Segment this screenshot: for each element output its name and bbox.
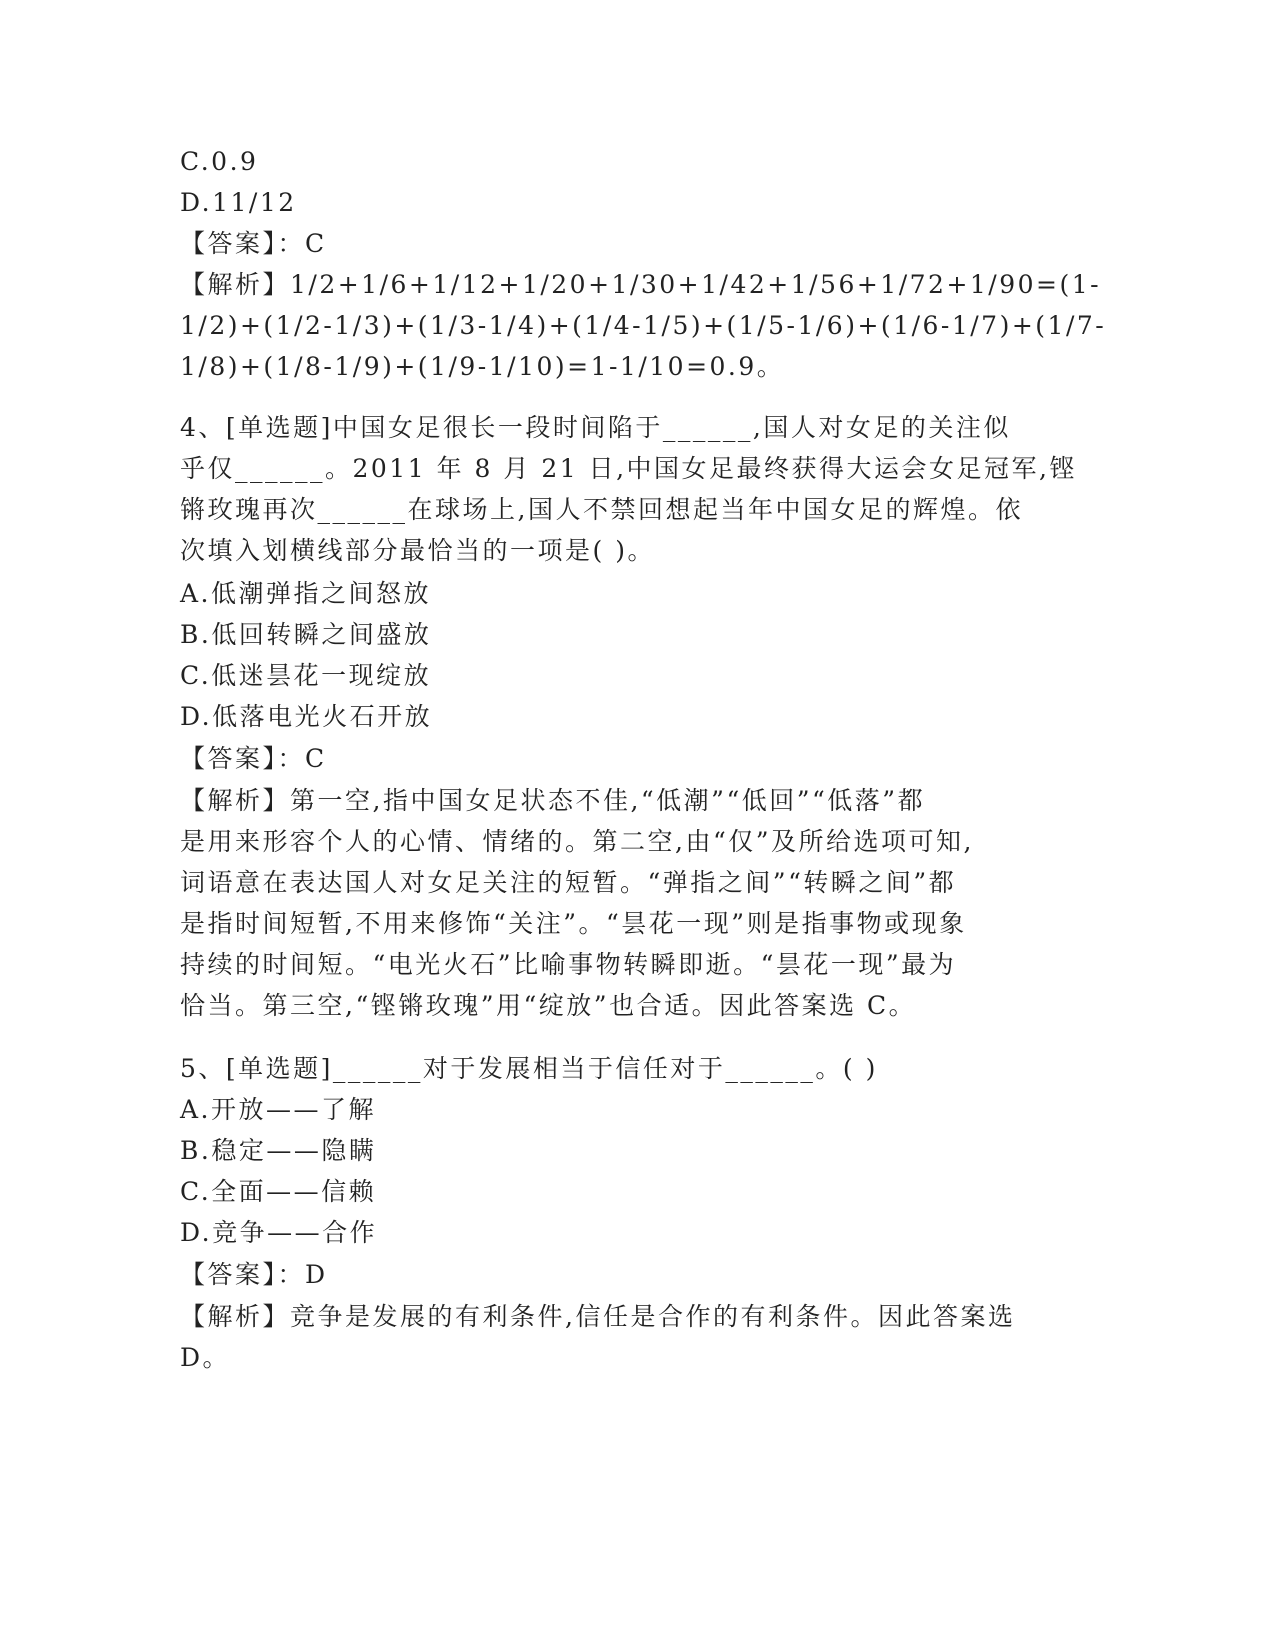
q5-option-d: D.竞争——合作 xyxy=(180,1218,378,1247)
q4-analysis-line: 恰当。第三空,“铿锵玫瑰”用“绽放”也合适。因此答案选 C。 xyxy=(180,991,917,1020)
q5-analysis-line: D。 xyxy=(180,1343,231,1372)
q5-option-a: A.开放——了解 xyxy=(180,1095,377,1124)
q4-stem-line: 乎仅______。2011 年 8 月 21 日,中国女足最终获得大运会女足冠军,铿 xyxy=(180,454,1077,483)
q4-stem-line: 锵玫瑰再次______在球场上,国人不禁回想起当年中国女足的辉煌。依 xyxy=(180,495,1023,524)
q4-answer: 【答案】：C xyxy=(180,744,327,773)
q4-option-d: D.低落电光火石开放 xyxy=(180,702,433,731)
q4-stem-line: 次填入划横线部分最恰当的一项是( )。 xyxy=(180,536,655,565)
q3-analysis-line: 1/2)+(1/2-1/3)+(1/3-1/4)+(1/4-1/5)+(1/5-1/6)+(1/6-1/7)+(1/7- xyxy=(180,311,1107,340)
q3-option-c: C.0.9 xyxy=(180,147,259,176)
q5-answer: 【答案】：D xyxy=(180,1260,328,1289)
q5-analysis-line: 【解析】竞争是发展的有利条件,信任是合作的有利条件。因此答案选 xyxy=(180,1302,1016,1331)
q3-option-d: D.11/12 xyxy=(180,188,297,217)
q4-option-b: B.低回转瞬之间盛放 xyxy=(180,620,432,649)
q4-stem-line: 4、[单选题]中国女足很长一段时间陷于______,国人对女足的关注似 xyxy=(180,413,1011,442)
q5-stem: 5、[单选题]______对于发展相当于信任对于______。( ) xyxy=(180,1054,878,1083)
q5-option-b: B.稳定——隐瞒 xyxy=(180,1136,377,1165)
q3-analysis-line: 【解析】1/2+1/6+1/12+1/20+1/30+1/42+1/56+1/72+1/90=(1- xyxy=(180,270,1102,299)
q4-analysis-line: 持续的时间短。“电光火石”比喻事物转瞬即逝。“昙花一现”最为 xyxy=(180,950,957,979)
q3-answer: 【答案】：C xyxy=(180,229,327,258)
q4-option-c: C.低迷昙花一现绽放 xyxy=(180,661,432,690)
q4-analysis-line: 词语意在表达国人对女足关注的短暂。“弹指之间”“转瞬之间”都 xyxy=(180,868,957,897)
q3-analysis-line: 1/8)+(1/8-1/9)+(1/9-1/10)=1-1/10=0.9。 xyxy=(180,352,785,381)
q4-analysis-line: 是用来形容个人的心情、情绪的。第二空,由“仅”及所给选项可知, xyxy=(180,827,974,856)
q4-analysis-line: 是指时间短暂,不用来修饰“关注”。“昙花一现”则是指事物或现象 xyxy=(180,909,967,938)
q4-analysis-line: 【解析】第一空,指中国女足状态不佳,“低潮”“低回”“低落”都 xyxy=(180,786,926,815)
q5-option-c: C.全面——信赖 xyxy=(180,1177,377,1206)
q4-option-a: A.低潮弹指之间怒放 xyxy=(180,579,432,608)
